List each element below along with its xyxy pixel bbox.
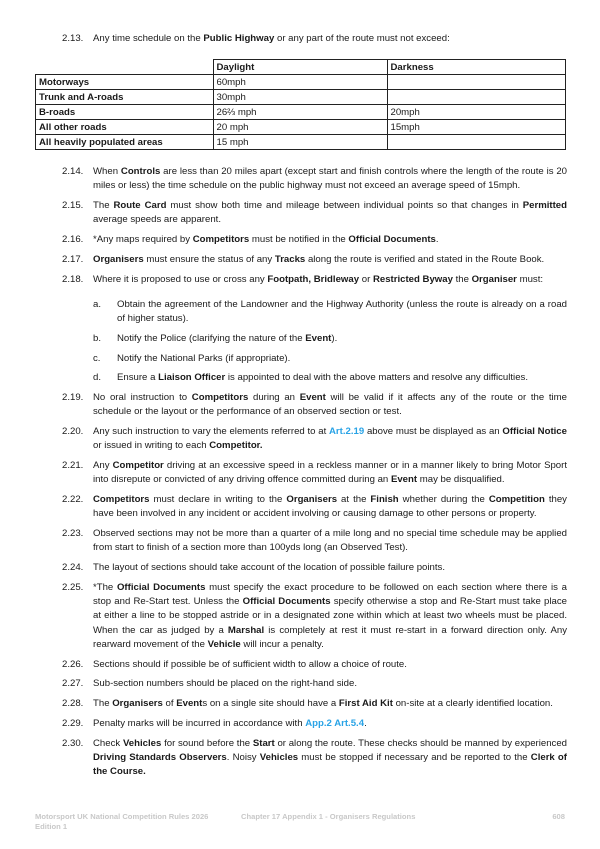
text-run: Check: [93, 737, 123, 749]
defined-term: Organisers: [112, 698, 163, 710]
text-run: during an: [248, 392, 300, 404]
empty-header-cell: [36, 60, 214, 75]
text-run: must show both time and mileage between individual points so that changes in: [166, 200, 523, 211]
paragraph: [62, 459, 567, 487]
paragraph-text: [93, 391, 567, 419]
paragraph-number: 2.18.: [62, 273, 84, 285]
article-link[interactable]: App.2 Art.5.4: [305, 717, 365, 729]
text-run: or: [359, 273, 373, 285]
paragraph-text: [93, 165, 567, 193]
text-run: .: [364, 717, 367, 729]
text-run: they have been involved in any incident or accident involving or causing damage to other persons or property.: [93, 494, 567, 520]
text-run: must specify the exact procedure to be followed on each section where there is a stop and Re-Start test. Unless the: [93, 581, 567, 608]
defined-term: Official Documents: [116, 581, 206, 593]
text-run: are less than 20 miles apart (except start and finish controls where the length of the route is 20 miles or less) the time schedule on the public highway must not exceed an average speed of 15mph.: [93, 166, 567, 192]
defined-term: Competitor.: [209, 440, 263, 452]
text-run: must be notified in the: [249, 234, 349, 245]
text-run: is appointed to deal with the above matters and resolve any difficulties.: [225, 372, 528, 384]
table-row: [36, 105, 566, 120]
road-type-cell: Trunk and A-roads: [36, 90, 214, 105]
paragraph: [62, 677, 567, 691]
defined-term: Official Documents: [242, 596, 331, 608]
daylight-cell: 20 mph: [213, 120, 387, 135]
defined-term: Liaison Officer: [158, 372, 226, 384]
text-run: is completely at rest it must re-start in a forward direction only. Any rearward movement of the: [93, 624, 567, 650]
defined-term: Official Documents: [348, 234, 436, 245]
text-run: or issued in writing to each: [93, 440, 210, 452]
paragraph-text: [93, 561, 567, 575]
paragraph-number: 2.15.: [62, 200, 84, 211]
paragraph-number: 2.25.: [62, 581, 84, 593]
paragraph-number: d.: [93, 372, 102, 384]
text-run: at the: [337, 494, 371, 506]
page-number: 608: [552, 812, 565, 821]
paragraph: [62, 273, 567, 287]
darkness-cell: 20mph: [387, 105, 566, 120]
defined-term: Competitors: [93, 494, 150, 506]
paragraph-text: [93, 697, 567, 711]
paragraph: [62, 233, 567, 247]
defined-term: Driving Standards Observers: [93, 751, 227, 763]
paragraph-number: c.: [93, 352, 101, 364]
paragraph-number: 2.28.: [62, 698, 84, 710]
text-run: whether during the: [398, 494, 489, 506]
paragraph-number: 2.16.: [62, 234, 84, 245]
table-row: [36, 120, 566, 135]
paragraph-text: [93, 737, 567, 780]
paragraph: [62, 658, 567, 672]
paragraph-text: [93, 199, 567, 227]
paragraph: [62, 165, 567, 193]
text-run: Observed sections may not be more than a quarter of a mile long and no special time schedule may be applied from start to finish of a section more than 100yds long (an Observed Test).: [93, 528, 567, 554]
text-run: along the route is verified and stated in the Route Book.: [305, 253, 545, 265]
text-run: The: [93, 200, 114, 211]
header-darkness: Darkness: [387, 60, 566, 75]
paragraph-text: [93, 527, 567, 555]
paragraph-number: 2.29.: [62, 717, 84, 729]
text-run: or any part of the route must not exceed:: [274, 33, 450, 44]
defined-term: First Aid Kit: [338, 698, 393, 710]
text-run: . Noisy: [226, 751, 260, 763]
daylight-cell: 15 mph: [213, 135, 387, 150]
text-run: No oral instruction to: [93, 392, 192, 404]
defined-term: Vehicles: [259, 751, 299, 763]
defined-term: Clerk of the Course.: [93, 751, 567, 778]
paragraph: [62, 493, 567, 521]
paragraph-number: 2.17.: [62, 253, 84, 265]
paragraph: [62, 527, 567, 555]
defined-term: Restricted Byway: [372, 273, 453, 285]
paragraph-text: [117, 371, 567, 385]
text-run: Any: [93, 460, 113, 472]
text-run: Obtain the agreement of the Landowner and the Highway Authority (unless the route is already on a road of higher status).: [117, 298, 567, 324]
paragraph-list: [62, 165, 567, 785]
paragraph-text: [117, 352, 567, 366]
road-type-cell: All other roads: [36, 120, 214, 135]
paragraph-2-13: [62, 33, 567, 44]
road-type-cell: Motorways: [36, 75, 214, 90]
paragraph-text: [117, 298, 567, 326]
text-run: for sound before the: [161, 737, 253, 749]
paragraph-number: 2.13.: [62, 33, 84, 44]
darkness-cell: 15mph: [387, 120, 566, 135]
table-row: [36, 135, 566, 150]
paragraph: [62, 697, 567, 711]
text-run: will be valid if it affects any of the route or the time schedule or the layout or the performance of an observed section or test.: [93, 392, 567, 418]
paragraph-number: 2.27.: [62, 678, 84, 690]
paragraph-number: 2.22.: [62, 494, 84, 506]
defined-term: Permitted: [522, 200, 567, 211]
defined-term: Start: [252, 737, 275, 749]
text-run: Ensure a: [117, 372, 159, 384]
paragraph-text: [93, 677, 567, 691]
defined-term: Official Notice: [502, 426, 567, 438]
defined-term: Competitors: [191, 392, 249, 404]
defined-term: Event: [299, 392, 326, 404]
header-daylight: Daylight: [213, 60, 387, 75]
defined-term: Controls: [120, 166, 161, 177]
defined-term: Competitor: [112, 460, 164, 472]
paragraph: [62, 199, 567, 227]
paragraph-text: [93, 459, 567, 487]
text-run: driving at an excessive speed in a reckless manner or in a manner likely to bring Motor Sport into disrepute or convicted of any driving offence committed during an: [93, 460, 567, 486]
defined-term: Footpath, Bridleway: [267, 273, 360, 285]
paragraph-text: [117, 332, 567, 346]
paragraph-number: 2.19.: [62, 392, 84, 404]
defined-term: Organisers: [93, 253, 144, 265]
text-run: must be stopped if necessary and be reported to the: [298, 751, 531, 763]
table-header-row: [36, 60, 566, 75]
paragraph-text: [93, 717, 567, 731]
defined-term: Competitors: [192, 234, 250, 245]
text-run: above must be displayed as an: [364, 426, 503, 438]
speed-limit-table: [35, 59, 566, 150]
paragraph-number: 2.26.: [62, 658, 84, 670]
paragraph: [62, 561, 567, 575]
paragraph-text: [93, 493, 567, 521]
footer-edition: Edition 1: [35, 822, 68, 831]
defined-term: Organisers: [286, 494, 338, 506]
daylight-cell: 26⅔ mph: [213, 105, 387, 120]
text-run: When: [93, 166, 121, 177]
paragraph-text: [93, 581, 567, 652]
text-run: Notify the Police (clarifying the nature of the: [117, 332, 306, 344]
paragraph: [62, 581, 567, 652]
darkness-cell: [387, 75, 566, 90]
defined-term: Finish: [370, 494, 399, 506]
text-run: Where it is proposed to use or cross any: [93, 273, 268, 285]
footer-title: [35, 812, 208, 832]
defined-term: Vehicles: [122, 737, 162, 749]
daylight-cell: 60mph: [213, 75, 387, 90]
daylight-cell: 30mph: [213, 90, 387, 105]
text-run: ).: [331, 332, 338, 344]
defined-term: Route Card: [113, 200, 167, 211]
paragraph: [62, 253, 567, 267]
defined-term: Event: [305, 332, 332, 344]
defined-term: Marshal: [227, 624, 265, 636]
paragraph-text: [93, 233, 567, 247]
paragraph-text: [93, 658, 567, 672]
paragraph-number: 2.23.: [62, 528, 84, 540]
defined-term: Competition: [488, 494, 545, 506]
text-run: Any time schedule on the: [93, 33, 204, 44]
road-type-cell: B-roads: [36, 105, 214, 120]
paragraph-text: [93, 33, 450, 44]
defined-term: Vehicle: [207, 638, 241, 650]
table-row: [36, 90, 566, 105]
text-run: Sections should if possible be of sufficient width to allow a choice of route.: [93, 658, 407, 670]
paragraph: [62, 391, 567, 419]
sub-item: [93, 298, 567, 326]
darkness-cell: [387, 90, 566, 105]
darkness-cell: [387, 135, 566, 150]
text-run: Notify the National Parks (if appropriate).: [117, 352, 291, 364]
text-run: may be disqualified.: [417, 474, 505, 486]
text-run: will incur a penalty.: [240, 638, 324, 650]
footer-chapter: Chapter 17 Appendix 1 - Organisers Regulations: [241, 812, 416, 821]
text-run: of: [162, 698, 177, 710]
paragraph-number: 2.20.: [62, 426, 84, 438]
text-run: *Any maps required by: [93, 234, 193, 245]
sub-item: [93, 332, 567, 346]
defined-term: Event: [390, 474, 418, 486]
defined-term: Tracks: [274, 253, 306, 265]
paragraph-number: 2.21.: [62, 460, 84, 472]
footer-rulebook: Motorsport UK National Competition Rules 2026: [35, 812, 209, 821]
text-run: on-site at a clearly identified location.: [392, 698, 553, 710]
paragraph-number: 2.24.: [62, 562, 84, 574]
paragraph-number: 2.14.: [62, 166, 84, 177]
paragraph-text: [93, 253, 567, 267]
paragraph-number: a.: [93, 298, 102, 310]
table-row: [36, 75, 566, 90]
defined-term: Event: [176, 698, 203, 710]
text-run: average speeds are apparent.: [93, 214, 222, 226]
text-run: must ensure the status of any: [143, 253, 275, 265]
text-run: The layout of sections should take account of the location of possible failure points.: [93, 562, 445, 574]
text-run: must:: [516, 273, 544, 285]
text-run: .: [435, 234, 439, 245]
text-run: Any such instruction to vary the elements referred to at: [93, 426, 329, 438]
sub-item: [93, 371, 567, 385]
text-run: Penalty marks will be incurred in accordance with: [93, 717, 306, 729]
paragraph: [62, 425, 567, 453]
text-run: Sub-section numbers should be placed on the right-hand side.: [93, 678, 357, 690]
text-run: must declare in writing to the: [149, 494, 287, 506]
road-type-cell: All heavily populated areas: [36, 135, 214, 150]
text-run: s on a single site should have a: [202, 698, 339, 710]
text-run: specify otherwise a stop and Re-Start must take place at either a line to be stopped astride or in a designated zone within which at least two wheels must be placed. When the car as judged by a: [93, 596, 567, 636]
text-run: The: [93, 698, 113, 710]
article-link[interactable]: Art.2.19: [329, 426, 365, 438]
paragraph: [62, 717, 567, 731]
paragraph-number: b.: [93, 332, 102, 344]
sub-item: [93, 352, 567, 366]
paragraph-text: [93, 425, 567, 453]
text-run: or along the route. These checks should be manned by experienced: [274, 737, 568, 749]
text-run: *The: [93, 581, 117, 593]
defined-term: Public Highway: [203, 33, 275, 44]
paragraph-text: [93, 273, 567, 287]
paragraph-number: 2.30.: [62, 737, 84, 749]
text-run: the: [452, 273, 472, 285]
paragraph: [62, 737, 567, 780]
defined-term: Organiser: [471, 273, 517, 285]
